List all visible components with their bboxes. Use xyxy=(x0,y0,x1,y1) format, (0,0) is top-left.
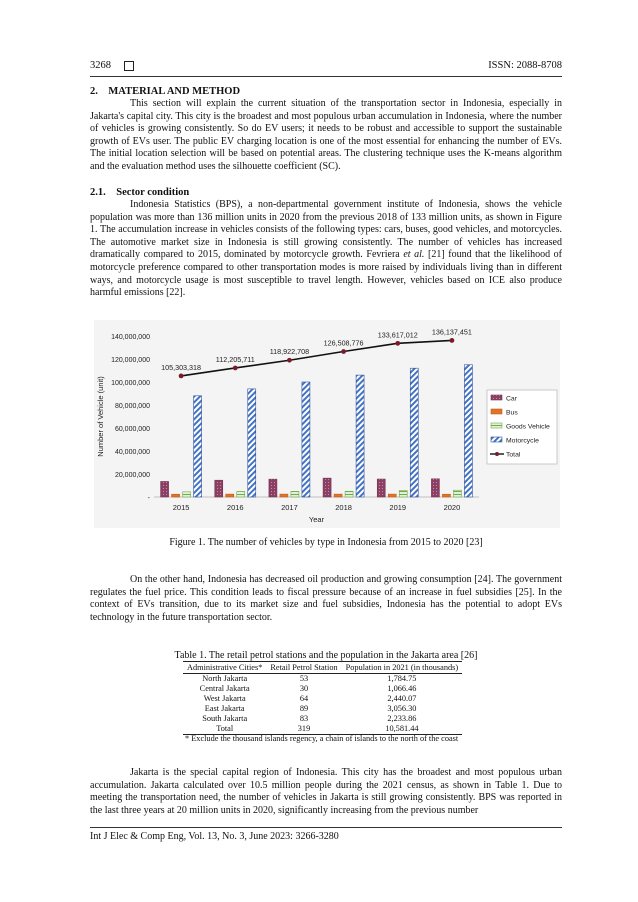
etal-text: et al. xyxy=(403,249,425,261)
chart-canvas xyxy=(94,320,560,528)
table-note: * Exclude the thousand islands regency, a chain of islands to the north of the coast xyxy=(185,734,459,743)
table-row xyxy=(183,684,462,694)
legend-label: Bus xyxy=(506,409,518,417)
page-footer: Int J Elec & Comp Eng, Vol. 13, No. 3, June 2023: 3266-3280 xyxy=(90,831,339,842)
bar-bus xyxy=(280,494,288,497)
table-cell: 53 xyxy=(299,674,309,683)
page-header xyxy=(90,60,562,74)
subsection-heading: 2.1. Sector condition xyxy=(90,187,190,198)
legend-swatch-marker xyxy=(495,452,499,456)
y-tick-label: 140,000,000 xyxy=(111,334,150,341)
footer-rule xyxy=(90,827,562,828)
table-cell: 83 xyxy=(299,714,309,723)
total-data-label: 136,137,451 xyxy=(431,327,472,337)
bar-car xyxy=(161,481,169,497)
x-tick-label: 2017 xyxy=(281,503,298,512)
body-paragraph-3: Jakarta is the special capital region of Indonesia. This city has the broadest and most populous urban accumulation. Jakarta calculated over 10.5 million people during the 2021 census, as shown in Table 1. Due to meeting the transportation need, the number of vehicles in Jakarta is still growing consistently. BPS was reported in the last three years at 20 million units in 2020, significantly increasing from the previous number xyxy=(90,767,562,816)
table-cell: 1,066.46 xyxy=(387,684,417,693)
bar-goods-vehicle xyxy=(453,490,461,497)
bar-bus xyxy=(442,494,450,497)
legend-label: Goods Vehicle xyxy=(506,423,550,431)
bar-motorcycle xyxy=(302,382,310,497)
legend-swatch xyxy=(491,395,502,400)
bar-bus xyxy=(226,494,234,497)
bar-goods-vehicle xyxy=(291,491,299,497)
total-data-label: 112,205,711 xyxy=(215,354,255,364)
issn: ISSN: 2088-8708 xyxy=(488,60,562,71)
table-cell: Total xyxy=(183,724,266,735)
bar-goods-vehicle xyxy=(183,492,191,497)
table-header-cell: Administrative Cities* xyxy=(183,662,266,674)
table-row xyxy=(183,674,462,685)
bar-motorcycle xyxy=(356,375,364,497)
y-tick-label: 120,000,000 xyxy=(111,357,150,364)
table-cell: East Jakarta xyxy=(204,704,245,713)
table-cell: 3,056.30 xyxy=(387,704,417,713)
bar-car xyxy=(323,478,331,497)
bar-motorcycle xyxy=(194,396,202,497)
table-cell: South Jakarta xyxy=(202,714,248,723)
petrol-population-table xyxy=(183,661,462,735)
figure-caption: Figure 1. The number of vehicles by type in Indonesia from 2015 to 2020 [23] xyxy=(169,537,483,548)
body-paragraph-2: On the other hand, Indonesia has decreased oil production and growing consumption [24]. The government regulates the fuel price. This condition leads to fiscal pressure because of an increase in fuel subsidies [25]. In the context of EVs transition, due to its market size and fuel subsidies, Indonesia has the potential to adopt EVs technology in the future transportation sector. xyxy=(90,574,562,623)
table-cell: 319 xyxy=(266,724,341,735)
bar-car xyxy=(431,479,439,497)
table-row xyxy=(183,714,462,724)
table-cell: 1,784.75 xyxy=(387,674,417,683)
x-tick-label: 2019 xyxy=(389,503,407,512)
y-tick-label: 60,000,000 xyxy=(114,426,150,433)
vehicle-chart xyxy=(94,320,560,528)
table-cell: 89 xyxy=(299,704,309,713)
table-total-row xyxy=(183,724,462,735)
total-data-label: 126,508,776 xyxy=(323,338,364,348)
total-point xyxy=(395,341,400,346)
header-rule xyxy=(90,76,562,77)
table-header-cell: Retail Petrol Station xyxy=(266,662,341,674)
legend-label: Car xyxy=(506,395,517,403)
table-cell: 10,581.44 xyxy=(342,724,462,735)
legend-swatch xyxy=(491,423,502,428)
bar-car xyxy=(377,479,385,497)
table-row xyxy=(183,704,462,714)
bar-car xyxy=(215,480,223,497)
bar-motorcycle xyxy=(248,389,256,497)
table-caption: Table 1. The retail petrol stations and the population in the Jakarta area [26] xyxy=(174,650,478,661)
square-icon xyxy=(124,61,134,71)
bar-goods-vehicle xyxy=(399,491,407,497)
total-data-label: 105,303,318 xyxy=(161,362,202,372)
y-tick-label: 100,000,000 xyxy=(111,380,150,387)
total-data-label: 133,617,012 xyxy=(377,330,418,340)
table-cell: 2,440.07 xyxy=(387,694,417,703)
total-point xyxy=(233,366,238,371)
page-number: 3268 xyxy=(90,60,111,71)
total-point xyxy=(179,374,184,379)
bar-goods-vehicle xyxy=(237,491,245,497)
table-header-row xyxy=(183,662,462,674)
legend-label: Total xyxy=(506,451,521,459)
table-cell: 30 xyxy=(299,684,309,693)
table-cell: West Jakarta xyxy=(203,694,246,703)
bar-car xyxy=(269,479,277,497)
x-axis-title: Year xyxy=(308,515,325,524)
y-tick-label: 80,000,000 xyxy=(114,403,150,410)
x-tick-label: 2020 xyxy=(443,503,461,512)
y-tick-label: 20,000,000 xyxy=(114,472,150,479)
total-point xyxy=(287,358,292,363)
legend-label: Motorcycle xyxy=(506,437,539,445)
bar-bus xyxy=(388,494,396,497)
section-heading: 2. MATERIAL AND METHOD xyxy=(90,86,241,97)
table-cell: 2,233.86 xyxy=(387,714,417,723)
total-data-label: 118,922,708 xyxy=(269,347,310,357)
bar-goods-vehicle xyxy=(345,491,353,497)
legend-swatch xyxy=(491,437,502,442)
total-point xyxy=(450,338,455,343)
subsection-paragraph: Indonesia Statistics (BPS), a non-departmental government institute of Indonesia, shows the vehicle population was more than 136 million units in 2020 from the previous 2018 of 133 million units, as shown in Figure 1. The accumulation increase in vehicles consists of the following types: cars, buses, good vehicles, and motorcycles. The automotive market size in Indonesia is still growing consistently. The number of vehicles has increased dramatically compared to 2015, dominated by motorcycle growth. Fevriera et al. [21] found that the likelihood of motorcycle preference compared to other transportation modes is more raised by individuals living than in different ways, and motorcycle usage is most susceptible to travel length. However, vehicles based on ICE also produce harmful emissions [22]. xyxy=(90,199,563,299)
section-paragraph: This section will explain the current situation of the transportation sector in Indonesia, especially in Jakarta's capital city. This city is the broadest and most populous urban accumulation in Indonesia, where the number of vehicles is growing consistently. So do EV users; it needs to be robust and accessible to support the sustainable growth of EVs user. The public EV charging location is one of the most essential for enhancing the number of EVs. The initial location selection will be based on potential areas. The clustering technique uses the K-means algorithm and the evaluation method uses the silhouette coefficient (SC). xyxy=(90,98,562,172)
table-cell: 64 xyxy=(299,694,309,703)
y-tick-label: - xyxy=(147,495,150,502)
table-header-cell: Population in 2021 (in thousands) xyxy=(342,662,462,674)
total-point xyxy=(341,349,346,354)
x-tick-label: 2018 xyxy=(335,503,352,512)
bar-bus xyxy=(172,494,180,497)
bar-bus xyxy=(334,494,342,497)
bar-motorcycle xyxy=(464,365,472,497)
x-tick-label: 2015 xyxy=(172,503,190,512)
table-cell: Central Jakarta xyxy=(199,684,250,693)
legend-swatch xyxy=(491,409,502,414)
x-tick-label: 2016 xyxy=(226,503,244,512)
y-axis-title: Number of Vehicle (unit) xyxy=(96,376,105,457)
y-tick-label: 40,000,000 xyxy=(114,449,150,456)
bar-motorcycle xyxy=(410,368,418,497)
table-row xyxy=(183,694,462,704)
table-cell: North Jakarta xyxy=(202,674,248,683)
